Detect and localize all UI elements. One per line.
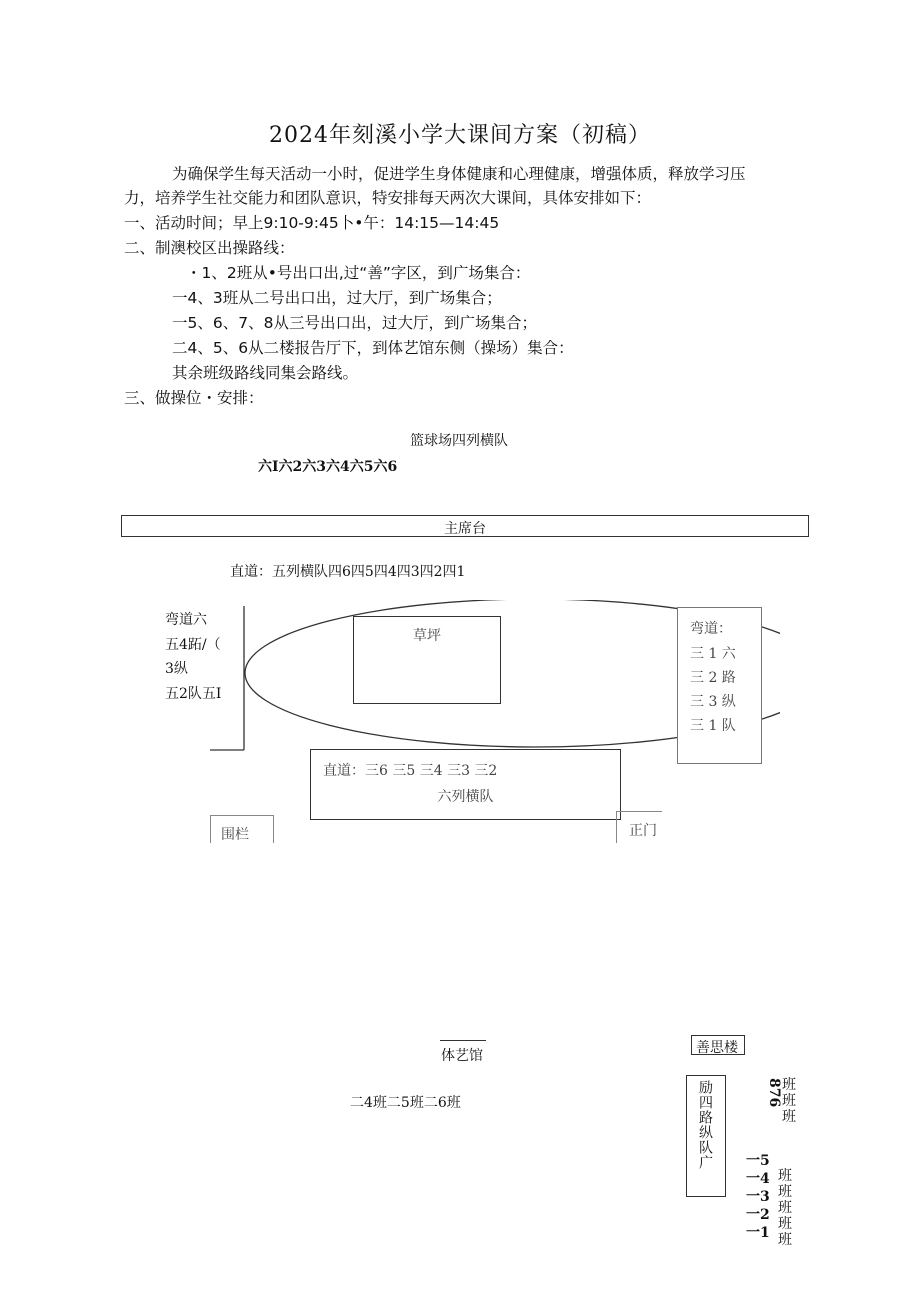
curve-left-line: 五4跖/（ xyxy=(165,636,221,653)
stage-label: 主席台 xyxy=(444,521,486,537)
section-2-heading: 二、制澳校区出操路线： xyxy=(124,239,295,257)
ban-label: 班 xyxy=(782,1077,796,1093)
route-item: 二4、5、6从二楼报告厅下，到体艺馆东侧（操场）集合： xyxy=(172,339,574,357)
ban-label: 班 xyxy=(778,1232,792,1248)
straight-top-label: 直道：五列横队四6四5四4四3四2四1 xyxy=(230,564,466,580)
curve-right-row: 三 1 六 xyxy=(690,646,736,662)
curve-right-box xyxy=(677,607,762,764)
lawn-label: 草坪 xyxy=(413,628,441,644)
gate-box xyxy=(616,811,662,843)
intro-line-2: 力，培养学生社交能力和团队意识，特安排每天两次大课间，具体安排如下： xyxy=(124,189,652,207)
ban-label: 班 xyxy=(782,1093,796,1109)
class-row: 一1 xyxy=(746,1225,770,1241)
ban-column-top xyxy=(782,1077,796,1125)
section-3-heading: 三、做操位・安排： xyxy=(124,389,264,407)
ban-label: 班 xyxy=(778,1184,792,1200)
curve-left-line: 3纵 xyxy=(165,661,188,677)
curve-right-title: 弯道： xyxy=(690,621,732,637)
intro-line-1: 为确保学生每天活动一小时，促进学生身体健康和心理健康，增强体质，释放学习压 xyxy=(172,165,746,183)
straight-bottom-sub: 六列横队 xyxy=(437,789,494,805)
curve-left-labels xyxy=(165,608,221,706)
curve-left-line: 弯道六 xyxy=(165,612,207,628)
stage-box xyxy=(121,515,809,537)
vertical-column-box xyxy=(686,1075,726,1197)
shansi-building-box xyxy=(691,1035,745,1055)
straight-bottom-label: 直道：三6 三5 三4 三3 三2 xyxy=(323,763,498,779)
route-item: 一4、3班从二号出口出，过大厅，到广场集合； xyxy=(172,289,502,307)
lawn-box xyxy=(353,616,501,704)
ban-label: 班 xyxy=(778,1216,792,1232)
ban-label: 班 xyxy=(782,1109,796,1125)
curve-left-line: 五2队五I xyxy=(165,685,222,702)
gate-label: 正门 xyxy=(629,823,657,839)
ban-label: 班 xyxy=(778,1200,792,1216)
ban-column-bottom xyxy=(778,1168,792,1248)
shansi-building-label: 善思楼 xyxy=(696,1040,738,1056)
basketball-class-order: 六I六2六3六4六5六6 xyxy=(258,459,398,475)
route-item: ・1、2班从•号出口出,过“善”字区，到广场集合： xyxy=(186,264,531,282)
fence-box xyxy=(210,815,274,843)
arts-hall-rule xyxy=(440,1040,486,1041)
class-row: 一3 xyxy=(746,1189,770,1205)
page-title: 2024年刻溪小学大课间方案（初稿） xyxy=(269,123,651,148)
arts-hall-label: 体艺馆 xyxy=(441,1048,483,1064)
class-row: 一5 xyxy=(746,1153,770,1169)
curve-right-row: 三 3 纵 xyxy=(690,694,736,710)
class-row: 一4 xyxy=(746,1171,770,1187)
section-1-time: 一、活动时间；早上9:10-9:45卜•午：14:15—14:45 xyxy=(124,214,500,232)
basketball-label: 篮球场四列横队 xyxy=(410,433,508,449)
curve-right-row: 三 1 队 xyxy=(690,718,736,734)
curve-right-rows xyxy=(690,642,736,738)
class-numbers-top: 876 xyxy=(766,1078,782,1108)
route-item: 其余班级路线同集会路线。 xyxy=(172,364,359,382)
ban-label: 班 xyxy=(778,1168,792,1184)
fence-label: 围栏 xyxy=(221,827,249,843)
class-row: 一2 xyxy=(746,1207,770,1223)
arts-hall-classes: 二4班二5班二6班 xyxy=(350,1095,461,1111)
class-rows-bottom xyxy=(746,1152,770,1242)
straight-bottom-box xyxy=(310,749,621,820)
vertical-column-text: 励四路纵队广 xyxy=(697,1080,713,1170)
route-item: 一5、6、7、8从三号出口出，过大厅，到广场集合； xyxy=(172,314,537,332)
curve-right-row: 三 2 路 xyxy=(690,670,736,686)
